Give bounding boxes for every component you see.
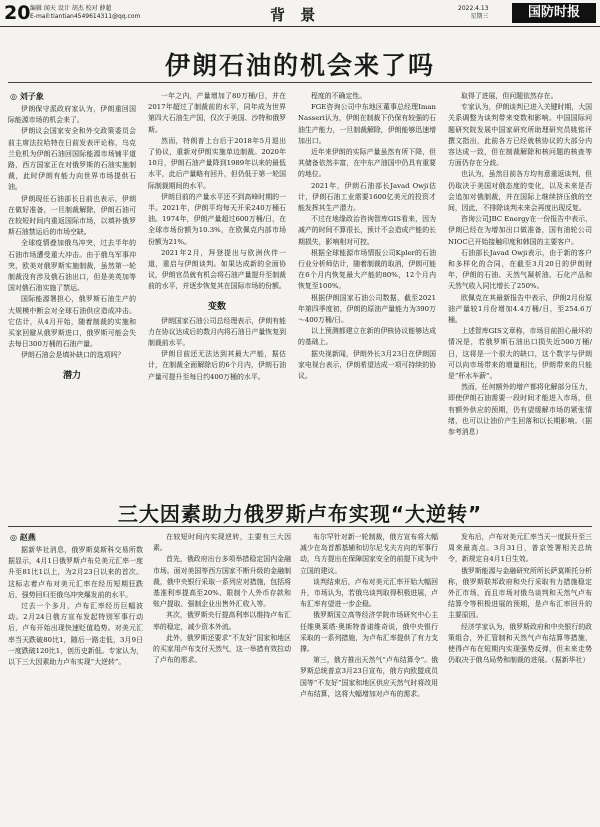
paragraph: 以上预测都建立在新的伊核协议能够达成的基础上。 xyxy=(298,327,436,347)
paragraph: 布尔罕针对新一轮制裁，俄方宣布将大幅减少在岛首都基辅和切尔尼戈夫方向的军事行动，乌方提出在保障国家安全的前提下成为中立国的建议。 xyxy=(300,533,438,575)
paragraph: 谈判结束后，卢布对美元汇率开始大幅回升，市场认为，若俄乌谈判取得积极进展，卢布汇率有望进一步企稳。 xyxy=(300,577,438,609)
paragraph: 首先，俄政府出台多项举措稳定国内金融市场。面对美国等西方国家不断升级的金融制裁，俄中央银行采取一系列应对措施，包括将基准利率提高至20%、限制个人外币存款和账户提取、强制企业出售外汇收入等。 xyxy=(153,555,291,609)
paragraph: 2021年，伊朗石油部长Javad Owji估计，伊朗石油工业需要1600亿美元的投资才能发挥其生产潜力。 xyxy=(298,181,436,213)
article1-title: 伊朗石油的机会来了吗 xyxy=(164,51,435,80)
article2-column-1 xyxy=(8,545,143,823)
page-number: 20 xyxy=(4,2,31,24)
paragraph: 国际能源署担心，俄罗斯石油生产的大规模中断会对全球石油供应造成冲击。它估计，从4月开始，随着制裁的实施和买家回避从俄罗斯进口，俄罗斯可能会失去每日300万桶的石油产量。 xyxy=(8,295,136,349)
paragraph: 伊朗目前的产量水平还不到高峰时期的一半。2021年，伊朗平均每天开采240万桶石油。1974年，伊朗产量超过600万桶/日，在全球市场份额为10.3%，在欧佩克内部市场份额为21%。 xyxy=(148,192,286,246)
paragraph: 伊朗现任石油部长日前也表示，伊朗在做好准备，一旦制裁解除，伊朗石油可在较短时间内重返国际市场，以填补俄罗斯石油禁运后的市场空缺。 xyxy=(8,194,136,237)
paragraph: 也认为，虽然目前各方均有意重返谈判，但仍取决于美国对俄态度的变化，以及未来是否会追加对俄制裁，并在国际上继续挤压俄的空间，因此，不排除谈判未来会再度出现反复。 xyxy=(448,170,592,213)
header-credits xyxy=(30,5,140,21)
paragraph: 据央视新闻，伊朗外长3月23日在伊朗国家电视台表示，伊朗希望达成一项可持续的协议。 xyxy=(298,349,436,381)
paragraph: 伊朗目前还无法达到其最大产能，据估计，在制裁全面解除后的6个月内，伊朗石油产量可提升至每日约400万桶的水平。 xyxy=(148,350,286,381)
article2-column-4 xyxy=(448,532,592,823)
paragraph: 在较短时间内实现逆转，主要有三大因素。 xyxy=(153,533,291,553)
paragraph: 然而，任何额外的增产都将化解部分压力，即使伊朗石油需要一段时间才能进入市场，但有额外供应的预期，仍有望缓解市场的紧张情绪，也可以让油价产生回落和以长期影响。（据参考消息） xyxy=(448,383,592,437)
paragraph: 根据伊朗国家石油公司数据，截至2021年第四季度初，伊朗的原油产量能力为390万～400万桶/日。 xyxy=(298,293,436,325)
byline-name: 赵燕 xyxy=(19,533,36,542)
paragraph: 咨询公司JBC Energy在一份报告中表示，伊朗已经在为增加出口做准备，国有油轮公司NIOC已开始接触印度和韩国的主要客户。 xyxy=(448,215,592,246)
paragraph: 取得了进展，但问题依然存在。 xyxy=(461,92,558,100)
paragraph: 伊朗议会国家安全和外交政策委员会前主席法拉哈特在日前发表评论称，乌克兰危机为伊朗石油回国际能源市场铺平道路，西方国家正在对俄罗斯的石油实施制裁，此时伊朗有能力向世界市场提供石油。 xyxy=(8,127,136,192)
paragraph: 经济学家认为，俄罗斯政府和中央银行的政策组合，外汇管制和天然气卢布结算等措施，使得卢布在短期内实现强势反弹，但未来走势仍取决于俄乌局势和制裁的进展。（据新华社） xyxy=(448,622,592,665)
paragraph: 全球疫情叠加俄乌冲突，过去半年的石油市场遭受重大冲击。由于俄乌军事冲突，欧美对俄罗斯实施制裁，虽然第一轮制裁没有涉及俄石油出口，但是美英加等国对俄石油实施了禁运。 xyxy=(8,239,136,293)
paragraph: 一年之内，产量增加了80万桶/日，并在2017年超过了制裁前的水平，同年成为世界第四大石油生产国，仅次于美国、沙特和俄罗斯。 xyxy=(148,92,286,134)
paper-logo: 国防时报 xyxy=(512,3,596,23)
paragraph: 不过在地缘政治咨询智库GIS看来，因为减产的时间不算很长，预计不会造成产能的长期损失，影响相对可控。 xyxy=(298,215,436,246)
paragraph: 然而，特朗普上台后于2018年5月退出了协议，重新对伊朗实施单边制裁。2020年10月，伊朗石油产量降到1989年以来的最低水平，此后产量略有回升，但仍低于第一轮国际制裁期间的水平。 xyxy=(148,136,286,190)
paragraph: 伊朗保守派政府家认为，伊朗重回国际能源市场的机会来了。 xyxy=(8,105,136,125)
paragraph: 发布后，卢布对美元汇率当天一度跃升至三周来最高点。3月31日，普京签署相关总统令，新规定自4月1日生效。 xyxy=(448,533,592,564)
article1-column-4 xyxy=(448,91,592,489)
paragraph: 俄罗斯能源与金融研究所所长萨莫斯托分析称，俄罗斯联邦政府和央行采取有力措施稳定外汇市场，而且市场对俄乌谈判和天然气卢布结算令等积极进展的预期，是卢布汇率回升的主要原因。 xyxy=(448,566,592,620)
paragraph: 伊朗国家石油公司总经理表示，伊朗有能力在协议达成后的数月内将石油日产量恢复到制裁前水平。 xyxy=(148,316,286,348)
paragraph: FGE咨询公司中东地区董事总经理Iman Nasseri认为，伊朗在制裁下仍保有较强的石油生产能力，一旦制裁解除，伊朗能够迅速增加出口。 xyxy=(298,103,436,145)
article2-byline: ◎ 赵燕 xyxy=(10,533,36,542)
paragraph: 过去一个多月，卢布汇率经历巨幅波动。2月24日俄方宣布发起特别军事行动后，卢布开始出现快速贬值趋势。对美元汇率当天跌破80比1，随后一路走低，3月9日一度跌破120比1，创历史新低。专家认为，以下三大因素助力卢布实现“大逆转”。 xyxy=(8,602,143,667)
paragraph: 石油部长Javad Owji表示，由于新的客户和多样化的合同，在截至3月20日的伊朗财年，伊朗的石油、天然气凝析油、石化产品和天然气收入同比增长了250%。 xyxy=(448,248,592,291)
paragraph: 专家认为，伊朗谈判已进入关键时期，大国关系调整为谈判带来变数和影响。中国国际问题研究院发展中国家研究所助理研究员姚铭评撰文指出，此前各方已经就核协议的大部分内容达成一致，但在制裁解除和核问题的核查等方面仍存在分歧。 xyxy=(448,103,592,168)
paragraph: 程度的不确定性。 xyxy=(311,92,367,100)
title-divider xyxy=(8,526,592,527)
email-line: E-mail:tiantian4549614311@qq.com xyxy=(30,13,141,20)
paragraph: 2021年2月，拜登提出与欧洲伙伴一道，重启与伊朗谈判。如果达成新的全面协议，伊朗官员就有机会将石油产量提升至制裁前的水平，并逐步恢复其在国际市场的份额。 xyxy=(148,248,286,291)
paragraph: 俄罗斯国立高等经济学院市场研究中心主任维奥莱塔·奥斯特普诺维奇说，俄中央银行采取的一系列措施，为卢布汇率提供了有力支撑。 xyxy=(300,611,438,654)
weekday-line: 星期三 xyxy=(470,13,489,20)
paragraph: 欧佩克在其最新报告中表示，伊朗2月份原油产量较1月份增加4.4万桶/日，至254.6万桶。 xyxy=(448,293,592,325)
article2-column-2 xyxy=(153,532,291,823)
date-line: 2022.4.13 xyxy=(458,5,489,12)
article1-column-2 xyxy=(148,91,286,489)
editors-line: 编辑 闻天 设计 胡杰 校对 薛超 xyxy=(30,5,112,12)
subheading-potential: 潜力 xyxy=(62,370,81,381)
article1-column-1 xyxy=(8,104,136,488)
paragraph: 上述智库GIS文章称，市场目前担心最坏的情况是，若俄罗斯石油出口损失近500万桶/日，这将是一个很大的缺口，这个数字与伊朗可以向市场带来的增量相比，伊朗带来的只能是“杯水车薪”。 xyxy=(448,327,592,381)
article2-title: 三大因素助力俄罗斯卢布实现“大逆转” xyxy=(117,502,483,526)
article2-column-3 xyxy=(300,532,438,823)
title-divider xyxy=(8,82,592,83)
paragraph: 伊朗石油会是填补缺口的选项吗？ xyxy=(21,351,125,360)
paragraph: 其次，俄罗斯央行提高利率以维持卢布汇率的稳定，减少资本外流。 xyxy=(153,611,291,631)
article1-column-3 xyxy=(298,91,436,489)
subheading-variables: 变数 xyxy=(207,301,226,312)
byline-name: 刘子象 xyxy=(19,92,44,101)
paragraph: 近年来伊朗的实际产量虽然有所下降，但其储备依然丰富，在中东产油国中仍具有重要的地位。 xyxy=(298,148,436,179)
paragraph: 第三，俄方推出天然气“卢布结算令”。俄罗斯总统普京3月23日宣布，俄方向欧盟成员国等“不友好”国家和地区供应天然气时将改用卢布结算，这将大幅增加对卢布的需求。 xyxy=(300,656,438,698)
section-title: 背 景 xyxy=(270,6,321,24)
issue-date xyxy=(458,5,489,21)
article1-byline: ◎ 刘子象 xyxy=(10,92,44,101)
paragraph: 根据全球能源市场情报公司Kpler的石油行业分析师估计，随着制裁的取消，伊朗可能在6个月内恢复最大产能的80%，12个月内恢复至100%。 xyxy=(298,248,436,291)
paragraph: 此外，俄罗斯还要求“不友好”国家和地区的买家用卢布支付天然气，这一举措有效拉动了卢布的需求。 xyxy=(153,633,291,665)
paragraph: 据新华社消息，俄罗斯莫斯科交易所数据显示，4月1日俄罗斯卢布兑美元汇率一度升至81比1以上，为2月23日以来的首次。这标志着卢布对美元汇率在经历短期狂跌后，强势回归至俄乌冲突爆发前的水平。 xyxy=(8,546,143,599)
